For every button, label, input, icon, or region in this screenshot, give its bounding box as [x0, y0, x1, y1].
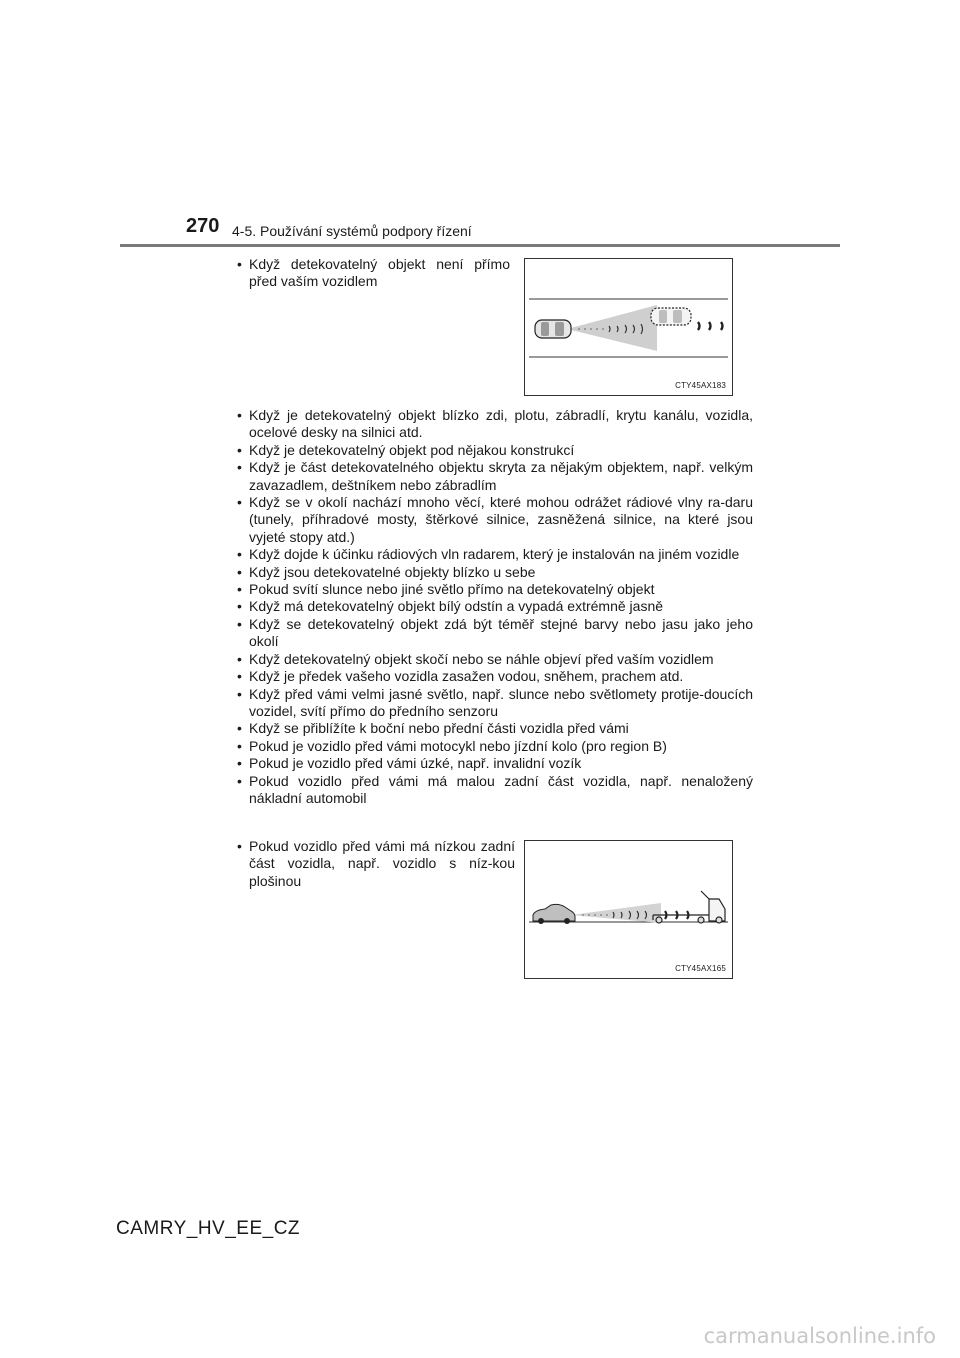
list-item: • Když se přiblížíte k boční nebo přední části vozidla před vámi [233, 720, 753, 737]
bullet-item-top: • Když detekovatelný objekt není přímo před vaším vozidlem [233, 256, 510, 291]
list-item: • Pokud je vozidlo před vámi motocykl nebo jízdní kolo (pro region B) [233, 738, 753, 755]
low-platform-truck-icon [653, 891, 725, 923]
list-item: • Když je předek vašeho vozidla zasažen vodou, sněhem, prachem atd. [233, 668, 753, 685]
list-item: • Když detekovatelný objekt skočí nebo se náhle objeví před vaším vozidlem [233, 651, 753, 668]
own-car-icon [535, 320, 571, 338]
list-item: • Když se detekovatelný objekt zdá být téměř stejné barvy nebo jasu jako jeho okolí [233, 616, 753, 651]
figure-code: CTY45AX183 [675, 381, 726, 390]
list-item: • Když má detekovatelný objekt bílý odstín a vypadá extrémně jasně [233, 598, 753, 615]
document-code: CAMRY_HV_EE_CZ [116, 1218, 301, 1239]
figure-offset-target [524, 258, 733, 396]
bullet-item-bottom: • Pokud vozidlo před vámi má nízkou zadní část vozidla, např. vozidlo s níz-kou plošinou [233, 838, 515, 890]
list-item: • Pokud svítí slunce nebo jiné světlo přímo na detekovatelný objekt [233, 581, 753, 598]
header-divider [120, 244, 840, 247]
figure-low-rear [524, 840, 733, 979]
radar-truck-illustration [525, 841, 732, 978]
target-car-icon [651, 308, 691, 325]
list-item: • Když jsou detekovatelné objekty blízko u sebe [233, 564, 753, 581]
list-item: • Když je část detekovatelného objektu skryta za nějakým objektem, např. velkým zavazadlem, deštníkem nebo zábradlím [233, 459, 753, 494]
list-item: • Když dojde k účinku rádiových vln radarem, který je instalován na jiném vozidle [233, 546, 753, 563]
page-number: 270 [186, 215, 220, 237]
list-item: • Když před vámi velmi jasné světlo, např. slunce nebo světlomety protije-doucích vozidel, svítí přímo do předního senzoru [233, 686, 753, 721]
own-car-icon [533, 904, 575, 924]
list-item: • Když se v okolí nachází mnoho věcí, které mohou odrážet rádiové vlny ra-daru (tunely, příhradové mosty, štěrkové silnice, zasněžená silnice, na které jsou vyjeté stopy atd.) [233, 494, 753, 546]
list-item: • Pokud vozidlo před vámi má malou zadní část vozidla, např. nenaložený nákladní automobil [233, 773, 753, 808]
bullet-list [233, 407, 753, 807]
figure-code: CTY45AX165 [675, 964, 726, 973]
watermark: carmanualsonline.info [703, 1324, 936, 1348]
section-title: 4-5. Používání systémů podpory řízení [232, 223, 472, 239]
radar-offset-illustration [525, 259, 732, 395]
list-item: • Když je detekovatelný objekt blízko zdi, plotu, zábradlí, krytu kanálu, vozidla, ocelové desky na silnici atd. [233, 407, 753, 442]
list-item: • Pokud je vozidlo před vámi úzké, např. invalidní vozík [233, 755, 753, 772]
list-item: • Když je detekovatelný objekt pod nějakou konstrukcí [233, 442, 753, 459]
